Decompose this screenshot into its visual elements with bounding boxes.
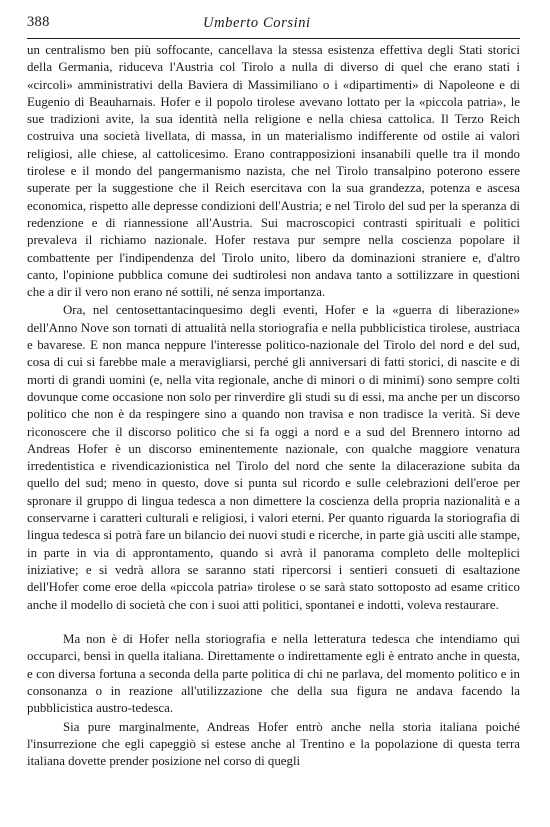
body-text <box>27 42 520 770</box>
page-number: 388 <box>27 14 50 30</box>
paragraph-4: Sia pure marginalmente, Andreas Hofer entrò anche nella storia italiana poiché l'insurrezione che egli capeggiò si estese anche al Trentino e la popolazione di questa terra italiana dovette prender posizione nel corso di quegli <box>27 719 520 769</box>
running-head: Umberto Corsini <box>203 15 311 31</box>
page-header <box>27 14 520 39</box>
paragraph-2: Ora, nel centosettantacinquesimo degli eventi, Hofer e la «guerra di liberazione» dell'Anno Nove son tornati di attualità nella storiografia e nella pubblicistica tirolese, austriaca e bavarese. E non manca neppure l'interesse politico-nazionale del Tirolo del nord e del sud, cosa di cui si farebbe male a meravigliarsi, perché gli anniversari di fatti storici, di nascite e di morti di grandi uomini (e, nella vita regionale, anche di minori o di minimi) sono sempre colti dovunque come occasione non solo per rinverdire gli studi su di essi, ma anche per un discorso politico che non è da respingere sino a quando non travisa e non tradisce la verità. Si deve riconoscere che il discorso politico che si fa oggi a nord e a sud del Brennero intorno ad Andreas Hofer è un discorso eminentemente nazionale, con qualche maggiore venatura irredentistica e rivendicazionistica nel Tirolo del nord che sente la dilacerazione subita da quello del sud; meno in questo, dove si punta sul ricordo e sulle celebrazioni dell'eroe per spronare il gruppo di lingua tedesca a non dimettere la coscienza della propria nazionalità e a conservarne i caratteri culturali e religiosi, i valori eterni. Per quanto riguarda la storiografia di lingua tedesca si potrà fare un bilancio dei nuovi studi e ricerche, in parte già usciti alle stampe, in parte in via di approntamento, quando si avrà il panorama completo delle molteplici iniziative; e si vedrà allora se saranno stati ripercorsi i sentieri consueti di esaltazione dell'Hofer come eroe della «piccola patria» tirolese o se sarà stato sottoposto ad esame critico anche il modello di società che con i suoi atti politici, spontanei e indotti, voleva restaurare. <box>27 303 520 612</box>
paragraph-1: un centralismo ben più soffocante, cancellava la stessa esistenza effettiva degli Stati storici della Germania, riduceva l'Austria col Tirolo a nulla di diverso di quel che erano stati i «circoli» amministrativi della Baviera di Massimiliano o i «dipartimenti» di Napoleone e di Eugenio di Beauharnais. Hofer e il popolo tirolese avevano lottato per la «piccola patria», le sue tradizioni avite, la sua identità nella religione e nella chiesa cattolica. Il Terzo Reich costruiva una società livellata, di massa, in un materialismo indifferente od ostile ai valori religiosi, alle chiese, al cattolicesimo. Erano contrapposizioni insanabili quelle tra il mondo tirolese e il mondo del pangermanismo nazista, che nel Tirolo transalpino poterono essere superate per la suggestione che il Reich esercitava con la sua grandezza, potenza e ascesa economica, rispetto alle depresse condizioni dell'Austria; e nel Tirolo del sud per la speranza di redenzione e di riannessione all'Austria. Sui macroscopici contrasti spirituali e politici prevaleva il richiamo nazionale. Hofer restava pur sempre nella coscienza popolare il combattente per l'indipendenza del Tirolo unito, libero da dominazioni straniere e, d'altro canto, l'opinione pubblica comune dei sudtirolesi non andava tanto a sottilizzare in questioni che a dir il vero non erano né sottili, né senza importanza. <box>27 43 520 300</box>
paragraph-3: Ma non è di Hofer nella storiografia e nella letteratura tedesca che intendiamo qui occuparci, bensì in quella italiana. Direttamente o indirettamente egli è entrato anche in questa, e con diversa fortuna a seconda della parte politica di chi ne parlava, del momento politico e in consonanza o in reazione all'utilizzazione che della sua figura ne andava facendo la pubblicistica austro-tedesca. <box>27 632 520 716</box>
